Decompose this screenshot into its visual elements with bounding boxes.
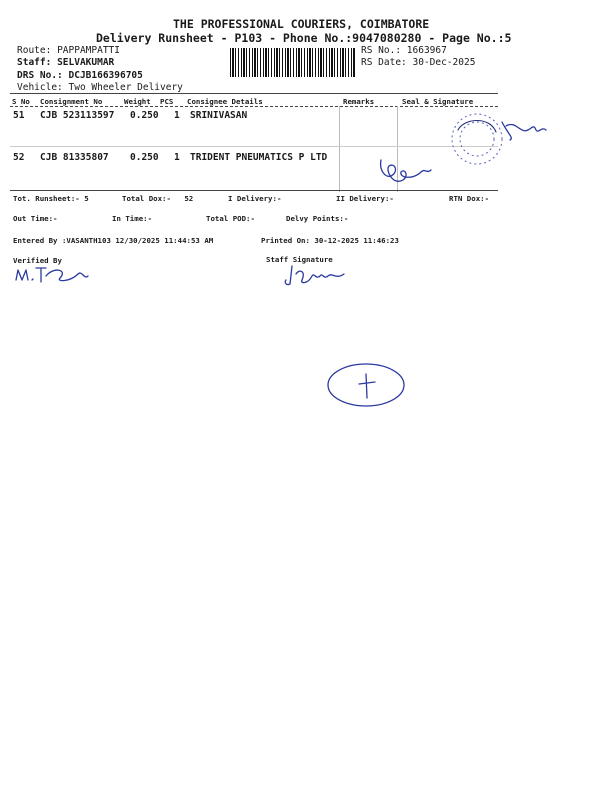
row-52-consignment: CJB 81335807 — [40, 152, 109, 163]
runsheet-title: Delivery Runsheet - P103 - Phone No.:9047080280 - Page No.:5 — [96, 31, 512, 45]
total-runsheet-value: 5 — [84, 194, 89, 203]
entered-by: Entered By :VASANTH103 12/30/2025 11:44:53 AM — [13, 236, 214, 245]
col-consignment-no: Consignment No — [40, 97, 103, 106]
ii-delivery-label: II Delivery:- — [336, 194, 394, 203]
table-header-rule — [10, 106, 498, 107]
barcode-image — [230, 48, 356, 77]
verified-by-label: Verified By — [13, 256, 62, 265]
rs-no-label: RS No.: — [361, 45, 402, 56]
out-time-label: Out Time:- — [13, 214, 58, 223]
total-dox-label: Total Dox:- — [122, 194, 171, 203]
col-consignee: Consignee Details — [187, 97, 263, 106]
rs-date-label: RS Date: — [361, 57, 407, 68]
row-51-weight: 0.250 — [130, 110, 159, 121]
table-top-rule — [10, 93, 498, 94]
i-delivery-label: I Delivery:- — [228, 194, 282, 203]
col-remarks: Remarks — [343, 97, 375, 106]
route-value: PAPPAMPATTI — [57, 45, 120, 56]
row-51-consignee: SRINIVASAN — [190, 110, 248, 121]
rs-no-value: 1663967 — [406, 45, 447, 56]
printed-on: Printed On: 30-12-2025 11:46:23 — [261, 236, 399, 245]
staff-signature — [282, 262, 352, 288]
row-52-pcs: 1 — [174, 152, 180, 163]
remarks-divider — [339, 106, 340, 192]
route-label: Route: — [17, 45, 52, 56]
delvy-points-label: Delvy Points:- — [286, 214, 349, 223]
row-51-sno: 51 — [13, 110, 25, 121]
in-time-label: In Time:- — [112, 214, 153, 223]
route-line — [17, 45, 120, 56]
drs-value: DCJB166396705 — [68, 70, 143, 81]
vehicle-value: Two Wheeler Delivery — [68, 82, 183, 93]
rs-date-line — [361, 57, 475, 68]
row-51-pcs: 1 — [174, 110, 180, 121]
circled-plus-mark — [326, 360, 408, 410]
row-51-rule — [10, 146, 498, 147]
staff-line — [17, 57, 114, 68]
col-weight: Weight — [124, 97, 151, 106]
row-52-consignee: TRIDENT PNEUMATICS P LTD — [190, 152, 328, 163]
staff-label: Staff: — [17, 57, 52, 68]
col-pcs: PCS — [160, 97, 174, 106]
row-52-signature — [375, 156, 435, 192]
vehicle-line — [17, 82, 183, 93]
rtn-dox-label: RTN Dox:- — [449, 194, 490, 203]
drs-label: DRS No.: — [17, 70, 63, 81]
rs-date-value: 30-Dec-2025 — [412, 57, 476, 68]
vehicle-label: Vehicle: — [17, 82, 63, 93]
col-sno: S No — [12, 97, 30, 106]
total-runsheet — [13, 194, 89, 203]
staff-signature-label: Staff Signature — [266, 255, 333, 264]
staff-value: SELVAKUMAR — [57, 57, 115, 68]
col-seal-signature: Seal & Signature — [402, 97, 474, 106]
total-pod-label: Total POD:- — [206, 214, 255, 223]
total-dox-value: 52 — [184, 194, 194, 203]
rs-no-line — [361, 45, 447, 56]
verifier-signature — [12, 262, 92, 288]
total-runsheet-label: Tot. Runsheet:- — [13, 194, 80, 203]
company-title: THE PROFESSIONAL COURIERS, COIMBATORE — [173, 17, 430, 31]
row-51-signature — [498, 116, 553, 144]
row-52-weight: 0.250 — [130, 152, 159, 163]
row-51-consignment: CJB 523113597 — [40, 110, 115, 121]
drs-line — [17, 70, 143, 81]
row-52-sno: 52 — [13, 152, 25, 163]
total-dox — [122, 194, 193, 203]
